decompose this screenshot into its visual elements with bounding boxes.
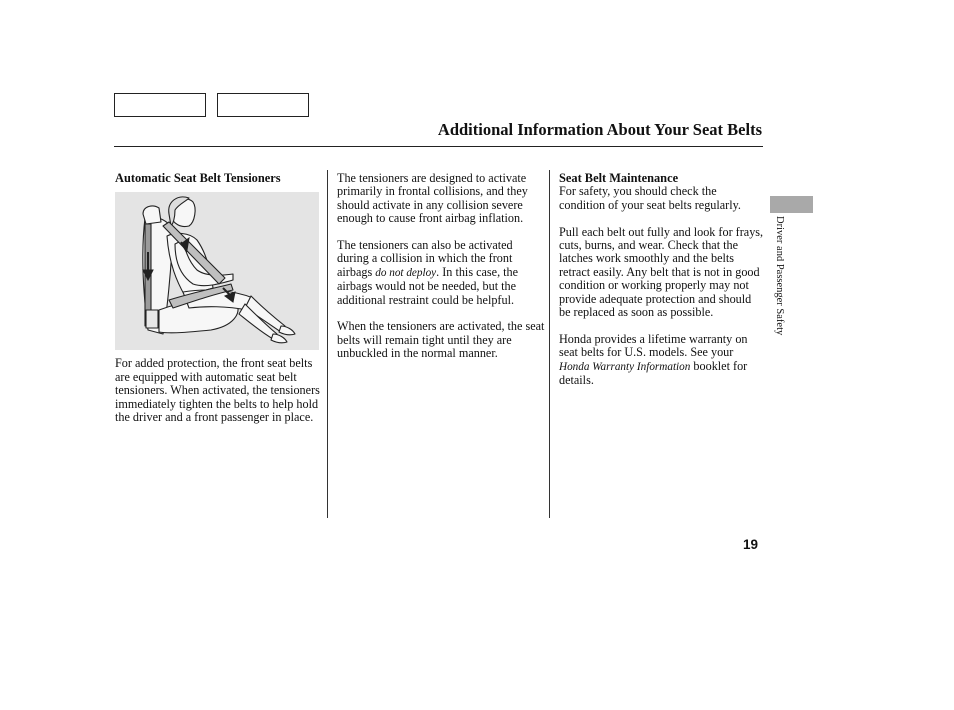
tensioner-unit (146, 310, 158, 328)
paragraph: For added protection, the front seat belts are equipped with automatic seat belt tensioners. When activated, the tensioners immediately tighten the belts to help hold the driver and a front passenger in place. (115, 356, 320, 425)
paragraph: For safety, you should check the condition of your seat belts regularly. (559, 184, 741, 212)
paragraph: Pull each belt out fully and look for frays, cuts, burns, and wear. Check that the latches work smoothly and the belts retract easily. Any belt that is not in good condition or working properly may not provide adequate protection and should be replaced as soon as possible. (559, 224, 764, 320)
seat-belt-tensioner-illustration (115, 192, 319, 350)
page-number: 19 (743, 537, 759, 552)
emphasis: Honda Warranty Information (559, 360, 691, 373)
passenger-shoe (279, 326, 295, 335)
column-2 (337, 172, 545, 361)
title-rule (114, 146, 763, 147)
passenger-shoe (271, 334, 287, 343)
nav-button-contents[interactable] (114, 93, 206, 117)
section-heading-tensioners: Automatic Seat Belt Tensioners (115, 171, 281, 185)
paragraph: When the tensioners are activated, the seat belts will remain tight until they are unbuckled in the normal manner. (337, 319, 545, 361)
column-divider (549, 170, 550, 518)
emphasis: do not deploy (375, 266, 437, 279)
column-1 (115, 172, 320, 424)
seated-passenger-illustration (115, 192, 319, 350)
column-divider (327, 170, 328, 518)
section-tab (770, 196, 813, 213)
nav-button-index[interactable] (217, 93, 309, 117)
paragraph: Honda provides a lifetime warranty on seat belts for U.S. models. See your Honda Warranty Information booklet for details. (559, 331, 748, 388)
page-title: Additional Information About Your Seat Belts (437, 120, 762, 139)
column-3 (559, 172, 765, 387)
paragraph: The tensioners are designed to activate primarily in frontal collisions, and they should activate in any collision severe enough to cause front airbag inflation. (337, 171, 528, 226)
section-label: Driver and Passenger Safety (774, 216, 785, 336)
section-heading-maintenance: Seat Belt Maintenance (559, 171, 679, 185)
seat-headrest (143, 206, 161, 224)
paragraph: The tensioners can also be activated during a collision in which the front airbags do not deploy. In this case, the airbags would not be needed, but the additional restraint could be helpful. (337, 238, 519, 307)
